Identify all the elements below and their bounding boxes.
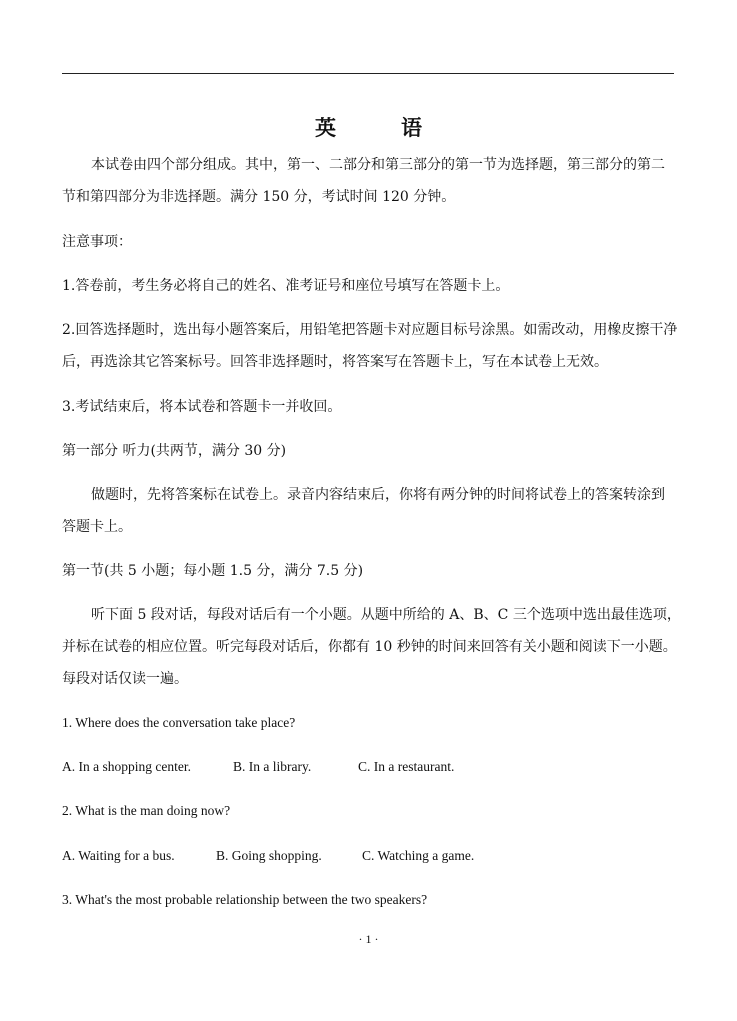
- part1-instr-line-2: 答题卡上。: [62, 519, 132, 535]
- part1-instr-line-1: 做题时，先将答案标在试卷上。录音内容结束后，你将有两分钟的时间将试卷上的答案转涂到: [91, 487, 665, 503]
- page-number: · 1 ·: [358, 932, 379, 946]
- question-2-stem: 2. What is the man doing now?: [62, 803, 231, 818]
- question-2-option-b: B. Going shopping.: [216, 848, 322, 863]
- note-1: 1.答卷前，考生务必将自己的姓名、准考证号和座位号填写在答题卡上。: [62, 278, 510, 294]
- note-3: 3.考试结束后，将本试卷和答题卡一并收回。: [62, 399, 342, 415]
- part1-heading: 第一部分 听力(共两节，满分 30 分): [62, 443, 287, 459]
- page-title: 英 语: [315, 115, 444, 140]
- section1-line-1: 听下面 5 段对话，每段对话后有一个小题。从题中所给的 A、B、C 三个选项中选出最佳选项，: [91, 607, 681, 623]
- note-2-line-2: 后，再选涂其它答案标号。回答非选择题时，将答案写在答题卡上，写在本试卷上无效。: [62, 354, 608, 370]
- notes-heading: 注意事项：: [62, 234, 132, 250]
- section1-heading: 第一节(共 5 小题；每小题 1.5 分，满分 7.5 分): [62, 563, 364, 579]
- question-1-option-b: B. In a library.: [233, 759, 312, 774]
- question-1-option-c: C. In a restaurant.: [358, 759, 455, 774]
- question-2-option-a: A. Waiting for a bus.: [62, 848, 175, 863]
- question-1-option-a: A. In a shopping center.: [62, 759, 191, 774]
- question-3-stem: 3. What's the most probable relationship between the two speakers?: [62, 892, 428, 907]
- note-2-line-1: 2.回答选择题时，选出每小题答案后，用铅笔把答题卡对应题目标号涂黑。如需改动，用橡皮擦干净: [62, 322, 678, 338]
- intro-line-2: 节和第四部分为非选择题。满分 150 分，考试时间 120 分钟。: [62, 189, 456, 205]
- question-1-stem: 1. Where does the conversation take place?: [62, 715, 296, 730]
- header-rule: [62, 73, 674, 74]
- section1-line-3: 每段对话仅读一遍。: [62, 671, 188, 687]
- question-2-option-c: C. Watching a game.: [362, 848, 475, 863]
- section1-line-2: 并标在试卷的相应位置。听完每段对话后，你都有 10 秒钟的时间来回答有关小题和阅读下一小题。: [62, 639, 677, 655]
- intro-line-1: 本试卷由四个部分组成。其中，第一、二部分和第三部分的第一节为选择题，第三部分的第二: [91, 157, 665, 173]
